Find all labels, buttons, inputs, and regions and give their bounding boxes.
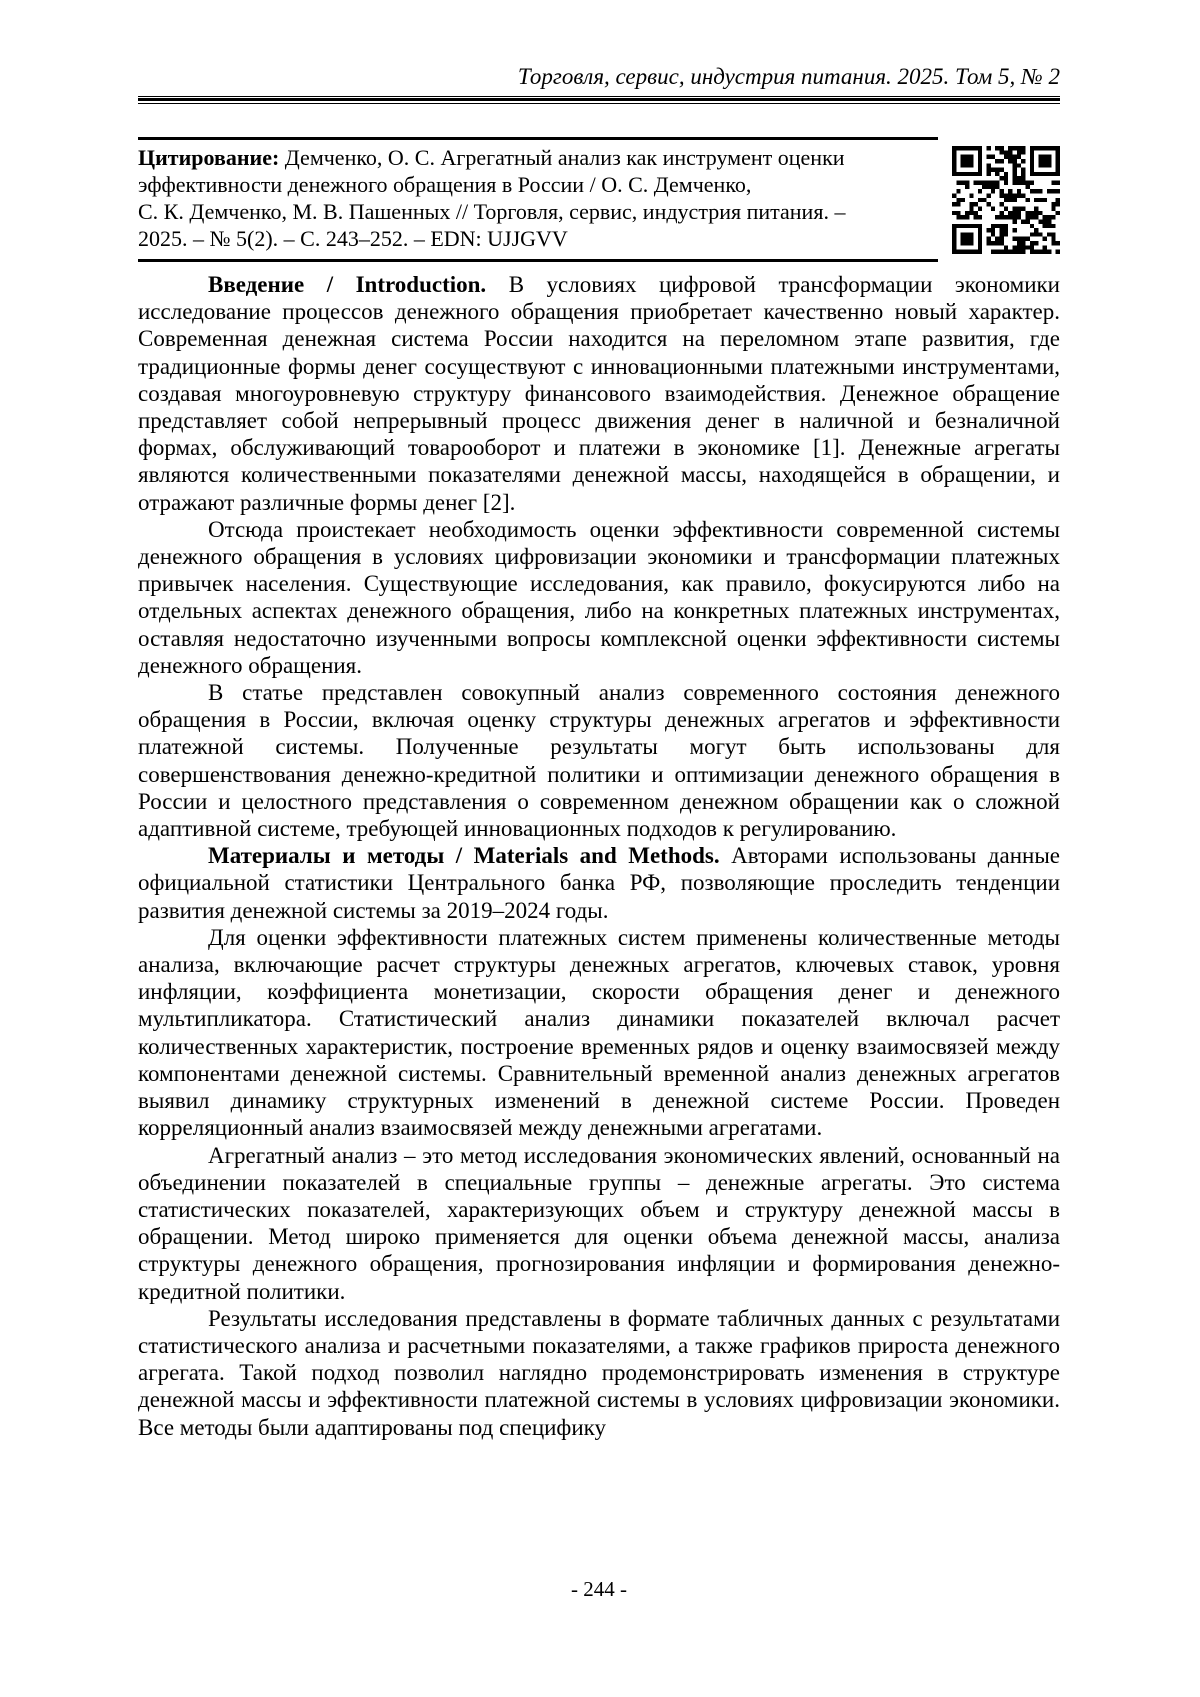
page-content	[138, 0, 1060, 1697]
paragraph	[138, 1142, 1060, 1305]
citation-line: С. К. Демченко, М. В. Пашенных // Торговля, сервис, индустрия питания. –	[138, 199, 846, 224]
article-body	[138, 271, 1060, 1441]
citation-text	[138, 137, 938, 262]
citation-line-text: Демченко, О. С. Агрегатный анализ как инструмент оценки	[284, 145, 845, 170]
paragraph-text: Отсюда проистекает необходимость оценки эффективности современной системы денежного обращения в условиях цифровизации экономики и трансформации платежных привычек населения. Существующие исследования, как правило, фокусируются либо на отдельных аспектах денежного обращения, либо на конкретных платежных инструментах, оставляя недостаточно изученными вопросы комплексной оценки эффективности системы денежного обращения.	[138, 516, 1060, 678]
page-number: - 244 -	[571, 1577, 627, 1601]
header-rule	[138, 96, 1060, 104]
paragraph-text: Для оценки эффективности платежных систем применены количественные методы анализа, включающие расчет структуры денежных агрегатов, ключевых ставок, уровня инфляции, коэффициента монетизации, скорости обращения денег и денежного мультипликатора. Статистический анализ динамики показателей включал расчет количественных характеристик, построение временных рядов и оценку взаимосвязей между компонентами денежной системы. Сравнительный временной анализ денежных агрегатов выявил динамику структурных изменений в денежной системе России. Проведен корреляционный анализ взаимосвязей между денежными агрегатами.	[138, 924, 1060, 1141]
paragraph	[138, 679, 1060, 842]
citation-line: эффективности денежного обращения в России / О. С. Демченко,	[138, 172, 752, 197]
paragraph-text: Авторами использованы данные официальной статистики Центрального банка РФ, позволяющие проследить тенденции развития денежной системы за 2019–2024 годы.	[138, 843, 1060, 923]
paragraph-introduction	[138, 271, 1060, 516]
paragraph	[138, 924, 1060, 1142]
citation-label: Цитирование:	[138, 145, 280, 170]
citation-block	[138, 137, 1060, 262]
qr-code-icon	[952, 146, 1060, 254]
journal-running-head: Торговля, сервис, индустрия питания. 2025. Том 5, № 2	[517, 64, 1060, 89]
citation-line: 2025. – № 5(2). – С. 243–252. – EDN: UJJGVV	[138, 226, 568, 251]
paragraph-text: Агрегатный анализ – это метод исследования экономических явлений, основанный на объединении показателей в специальные группы – денежные агрегаты. Это система статистических показателей, характеризующих объем и структуру денежной массы в обращении. Метод широко применяется для оценки объема денежной массы, анализа структуры денежного обращения, прогнозирования инфляции и формирования денежно-кредитной политики.	[138, 1142, 1060, 1304]
paragraph-text: В статье представлен совокупный анализ современного состояния денежного обращения в России, включая оценку структуры денежных агрегатов и эффективности платежной системы. Полученные результаты могут быть использованы для совершенствования денежно-кредитной политики и оптимизации денежного обращения в России и целостного представления о современном денежном обращении как о сложной адаптивной системе, требующей инновационных подходов к регулированию.	[138, 680, 1060, 842]
paragraph-text: В условиях цифровой трансформации экономики исследование процессов денежного обращения приобретает качественно новый характер. Современная денежная система России находится на переломном этапе развития, где традиционные формы денег сосуществуют с инновационными платежными инструментами, создавая многоуровневую структуру финансового взаимодействия. Денежное обращение представляет собой непрерывный процесс движения денег в наличной и безналичной формах, обслуживающий товарооборот и платежи в экономике [1]. Денежные агрегаты являются количественными показателями денежной массы, находящейся в обращении, и отражают различные формы денег [2].	[138, 272, 1060, 515]
paragraph	[138, 1305, 1060, 1441]
citation-line	[138, 144, 938, 171]
paragraph-text: Результаты исследования представлены в формате табличных данных с результатами статистического анализа и расчетными показателями, а также графиков прироста денежного агрегата. Такой подход позволил наглядно продемонстрировать изменения в структуре денежной массы и эффективности платежной системы в условиях цифровизации экономики. Все методы были адаптированы под специфику	[138, 1305, 1060, 1440]
section-heading-materials-methods: Материалы и методы / Materials and Methods.	[208, 843, 720, 869]
section-heading-introduction: Введение / Introduction.	[208, 272, 487, 297]
paragraph	[138, 516, 1060, 679]
paragraph-materials-methods	[138, 842, 1060, 924]
